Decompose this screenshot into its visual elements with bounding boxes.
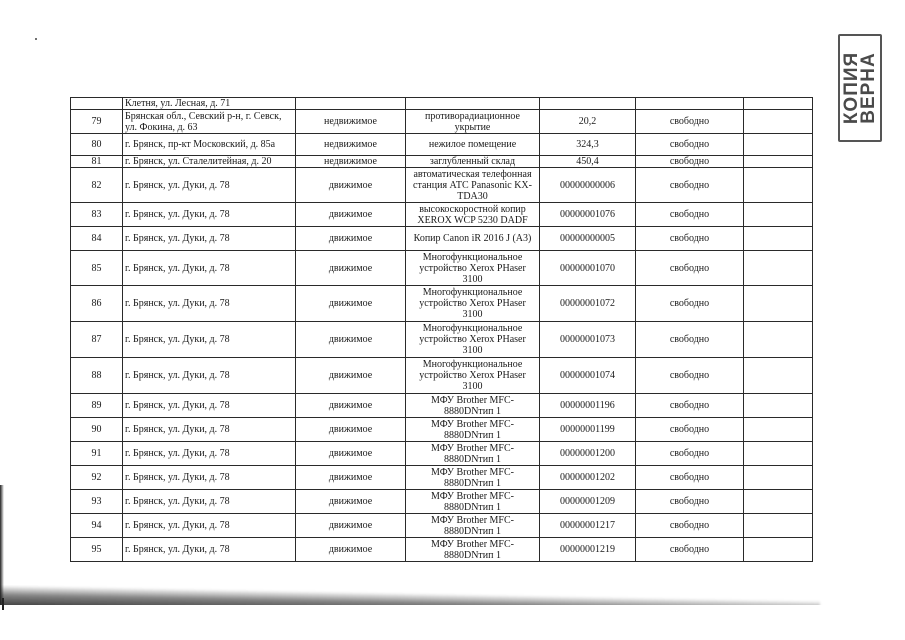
row-note — [744, 358, 813, 394]
row-property-type: движимое — [296, 251, 406, 286]
stamp-line: ВЕРНА — [858, 52, 880, 124]
row-status: свободно — [636, 203, 744, 227]
row-name: Многофункциональное устройство Xerox PHaser 3100 — [406, 358, 540, 394]
row-address: г. Брянск, ул. Дуки, д. 78 — [123, 286, 296, 322]
row-name — [406, 98, 540, 110]
row-note — [744, 442, 813, 466]
row-number: 86 — [71, 286, 123, 322]
row-property-type: движимое — [296, 168, 406, 203]
row-name: МФУ Brother MFC-8880DNтип 1 — [406, 394, 540, 418]
row-address: г. Брянск, ул. Дуки, д. 78 — [123, 168, 296, 203]
table-row — [71, 286, 813, 322]
row-status: свободно — [636, 514, 744, 538]
row-address: Клетня, ул. Лесная, д. 71 — [123, 98, 296, 110]
row-property-type: движимое — [296, 322, 406, 358]
row-value — [540, 98, 636, 110]
table-row — [71, 538, 813, 562]
row-name: МФУ Brother MFC-8880DNтип 1 — [406, 514, 540, 538]
row-number: 87 — [71, 322, 123, 358]
row-number: 80 — [71, 134, 123, 156]
row-note — [744, 418, 813, 442]
table-row — [71, 168, 813, 203]
row-note — [744, 394, 813, 418]
row-value: 00000001070 — [540, 251, 636, 286]
row-address: г. Брянск, ул. Дуки, д. 78 — [123, 490, 296, 514]
row-property-type: движимое — [296, 442, 406, 466]
row-property-type: недвижимое — [296, 156, 406, 168]
row-property-type: движимое — [296, 514, 406, 538]
row-property-type: движимое — [296, 418, 406, 442]
row-note — [744, 203, 813, 227]
property-table — [70, 97, 813, 562]
row-note — [744, 110, 813, 134]
row-address: г. Брянск, пр-кт Московский, д. 85а — [123, 134, 296, 156]
row-note — [744, 227, 813, 251]
table-row — [71, 156, 813, 168]
row-note — [744, 322, 813, 358]
row-address: г. Брянск, ул. Дуки, д. 78 — [123, 418, 296, 442]
row-value: 00000001219 — [540, 538, 636, 562]
row-status: свободно — [636, 286, 744, 322]
row-status: свободно — [636, 322, 744, 358]
row-address: г. Брянск, ул. Дуки, д. 78 — [123, 358, 296, 394]
row-number: 89 — [71, 394, 123, 418]
row-address: г. Брянск, ул. Дуки, д. 78 — [123, 394, 296, 418]
row-number: 93 — [71, 490, 123, 514]
row-property-type: недвижимое — [296, 110, 406, 134]
row-name: Многофункциональное устройство Xerox PHaser 3100 — [406, 322, 540, 358]
row-address: г. Брянск, ул. Дуки, д. 78 — [123, 203, 296, 227]
row-address: г. Брянск, ул. Дуки, д. 78 — [123, 466, 296, 490]
row-note — [744, 514, 813, 538]
row-name: автоматическая телефонная станция АТС Panasonic KX-TDA30 — [406, 168, 540, 203]
row-address: Брянская обл., Севский р-н, г. Севск, ул. Фокина, д. 63 — [123, 110, 296, 134]
row-number: 88 — [71, 358, 123, 394]
row-property-type — [296, 98, 406, 110]
row-status — [636, 98, 744, 110]
row-name: МФУ Brother MFC-8880DNтип 1 — [406, 538, 540, 562]
row-status: свободно — [636, 490, 744, 514]
row-property-type: движимое — [296, 394, 406, 418]
copy-stamp — [838, 34, 882, 142]
row-address: г. Брянск, ул. Дуки, д. 78 — [123, 442, 296, 466]
row-status: свободно — [636, 358, 744, 394]
row-address: г. Брянск, ул. Сталелитейная, д. 20 — [123, 156, 296, 168]
row-value: 00000001217 — [540, 514, 636, 538]
row-value: 20,2 — [540, 110, 636, 134]
row-address: г. Брянск, ул. Дуки, д. 78 — [123, 322, 296, 358]
row-address: г. Брянск, ул. Дуки, д. 78 — [123, 251, 296, 286]
row-value: 324,3 — [540, 134, 636, 156]
table-row — [71, 490, 813, 514]
row-name: МФУ Brother MFC-8880DNтип 1 — [406, 466, 540, 490]
row-address: г. Брянск, ул. Дуки, д. 78 — [123, 538, 296, 562]
row-value: 00000001196 — [540, 394, 636, 418]
row-note — [744, 251, 813, 286]
row-status: свободно — [636, 442, 744, 466]
row-value: 00000001202 — [540, 466, 636, 490]
row-number: 90 — [71, 418, 123, 442]
row-status: свободно — [636, 466, 744, 490]
row-note — [744, 134, 813, 156]
row-name: МФУ Brother MFC-8880DNтип 1 — [406, 442, 540, 466]
row-status: свободно — [636, 134, 744, 156]
row-status: свободно — [636, 394, 744, 418]
table-row — [71, 98, 813, 110]
row-note — [744, 286, 813, 322]
row-value: 00000000005 — [540, 227, 636, 251]
row-number: 91 — [71, 442, 123, 466]
table-row — [71, 442, 813, 466]
row-name: заглубленный склад — [406, 156, 540, 168]
stamp-line: КОПИЯ — [841, 51, 863, 125]
row-status: свободно — [636, 168, 744, 203]
row-number: 92 — [71, 466, 123, 490]
row-status: свободно — [636, 418, 744, 442]
row-name: противорадиационное укрытие — [406, 110, 540, 134]
row-value: 450,4 — [540, 156, 636, 168]
row-status: свободно — [636, 538, 744, 562]
row-name: Копир Canon iR 2016 J (А3) — [406, 227, 540, 251]
row-number: 85 — [71, 251, 123, 286]
row-property-type: движимое — [296, 286, 406, 322]
row-number — [71, 98, 123, 110]
row-value: 00000001209 — [540, 490, 636, 514]
table-row — [71, 466, 813, 490]
table-row — [71, 394, 813, 418]
table-row — [71, 322, 813, 358]
row-value: 00000001199 — [540, 418, 636, 442]
row-value: 00000001076 — [540, 203, 636, 227]
row-name: Многофункциональное устройство Xerox PHaser 3100 — [406, 286, 540, 322]
scan-left-edge — [0, 485, 4, 605]
row-name: Многофункциональное устройство Xerox PHaser 3100 — [406, 251, 540, 286]
table-row — [71, 418, 813, 442]
scan-left-mark — [2, 598, 4, 610]
row-note — [744, 98, 813, 110]
table-row — [71, 134, 813, 156]
row-property-type: движимое — [296, 203, 406, 227]
row-value: 00000001074 — [540, 358, 636, 394]
row-number: 82 — [71, 168, 123, 203]
row-note — [744, 168, 813, 203]
row-number: 79 — [71, 110, 123, 134]
row-name: высокоскоростной копир XEROX WCP 5230 DADF — [406, 203, 540, 227]
row-property-type: движимое — [296, 466, 406, 490]
row-value: 00000001073 — [540, 322, 636, 358]
row-property-type: движимое — [296, 358, 406, 394]
row-address: г. Брянск, ул. Дуки, д. 78 — [123, 227, 296, 251]
row-status: свободно — [636, 110, 744, 134]
row-note — [744, 156, 813, 168]
row-value: 00000001200 — [540, 442, 636, 466]
row-value: 00000001072 — [540, 286, 636, 322]
scan-speck — [35, 38, 37, 40]
row-name: МФУ Brother MFC-8880DNтип 1 — [406, 490, 540, 514]
table-row — [71, 203, 813, 227]
row-value: 00000000006 — [540, 168, 636, 203]
row-number: 83 — [71, 203, 123, 227]
table-row — [71, 110, 813, 134]
row-number: 81 — [71, 156, 123, 168]
row-address: г. Брянск, ул. Дуки, д. 78 — [123, 514, 296, 538]
row-number: 84 — [71, 227, 123, 251]
row-property-type: движимое — [296, 227, 406, 251]
row-property-type: недвижимое — [296, 134, 406, 156]
row-status: свободно — [636, 156, 744, 168]
row-note — [744, 490, 813, 514]
row-note — [744, 538, 813, 562]
table-row — [71, 251, 813, 286]
row-number: 94 — [71, 514, 123, 538]
table-row — [71, 227, 813, 251]
table-row — [71, 358, 813, 394]
scan-edge-shadow — [0, 585, 905, 605]
row-note — [744, 466, 813, 490]
row-status: свободно — [636, 227, 744, 251]
row-number: 95 — [71, 538, 123, 562]
row-name: нежилое помещение — [406, 134, 540, 156]
row-name: МФУ Brother MFC-8880DNтип 1 — [406, 418, 540, 442]
row-property-type: движимое — [296, 490, 406, 514]
row-property-type: движимое — [296, 538, 406, 562]
row-status: свободно — [636, 251, 744, 286]
table-row — [71, 514, 813, 538]
